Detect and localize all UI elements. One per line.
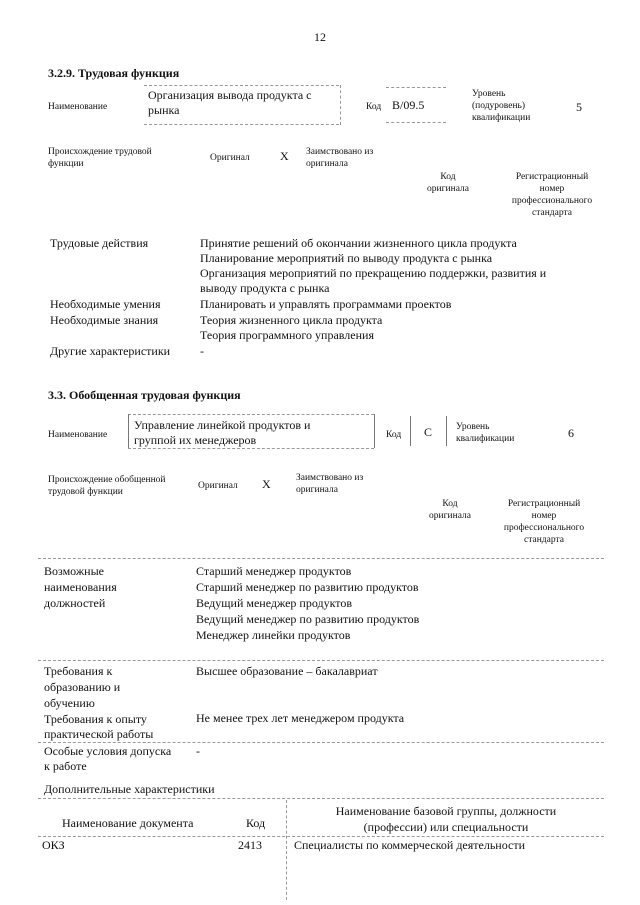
original-mark-329: X <box>280 149 289 163</box>
name-box-bottom-33 <box>128 448 374 449</box>
borrowed-label-329-line1: Заимствовано из <box>306 147 374 157</box>
table-cell-group: Специалисты по коммерческой деятельности <box>294 838 526 852</box>
position-item: Старший менеджер продуктов <box>196 564 352 578</box>
origin-label-33-line2: трудовой функции <box>48 487 123 497</box>
exp-label-line1: Требования к опыту <box>44 712 147 726</box>
actions-list-329 <box>200 236 546 296</box>
code-value-33: C <box>424 425 433 439</box>
table-header-doc: Наименование документа <box>62 816 194 830</box>
code-value-329: B/09.5 <box>392 98 425 112</box>
reg-33-line1: Регистрационный <box>507 499 581 509</box>
name-value-329-line1: Организация вывода продукта с <box>148 88 312 102</box>
table-col-divider <box>286 800 287 900</box>
level-label-329-line2: (подуровень) <box>472 101 526 111</box>
level-label-33-line2: квалификации <box>456 434 515 444</box>
name-label-329: Наименование <box>48 102 108 112</box>
name-box-left-33 <box>128 414 129 448</box>
name-value-33-line1: Управление линейкой продуктов и <box>134 418 311 432</box>
name-box-right-329 <box>340 85 341 125</box>
reg-33-line2: номер <box>531 511 557 521</box>
exp-value: Не менее трех лет менеджером продукта <box>196 711 405 725</box>
action-item: выводу продукта с рынка <box>200 281 330 295</box>
positions-row-top <box>38 558 604 559</box>
borrowed-label-33-line2: оригинала <box>296 485 338 495</box>
positions-list <box>196 564 419 644</box>
orig-code-329-line2: оригинала <box>427 184 469 194</box>
special-label-line1: Особые условия допуска <box>44 744 172 758</box>
orig-code-33-line1: Код <box>442 499 458 509</box>
position-item: Старший менеджер по развитию продуктов <box>196 580 419 594</box>
exp-label-line2: практической работы <box>44 727 154 741</box>
code-box-right-33 <box>446 416 447 446</box>
code-box-bottom-329 <box>386 122 446 123</box>
skill-item: Планировать и управлять программами проектов <box>200 297 452 311</box>
special-label-line2: к работе <box>44 759 87 773</box>
level-value-33: 6 <box>568 426 574 440</box>
edu-label-line3: обучению <box>44 696 95 710</box>
additional-heading: Дополнительные характеристики <box>44 782 215 796</box>
action-item: Организация мероприятий по прекращению поддержки, развития и <box>200 266 547 280</box>
orig-code-329-line1: Код <box>440 172 456 182</box>
knowledge-item: Теория жизненного цикла продукта <box>200 313 383 327</box>
table-header-group-line1: Наименование базовой группы, должности <box>335 804 557 818</box>
position-item: Ведущий менеджер по развитию продуктов <box>196 612 420 626</box>
name-box-top-329 <box>144 85 339 86</box>
borrowed-label-329-line2: оригинала <box>306 159 348 169</box>
code-label-33: Код <box>386 430 402 440</box>
section-heading-33: 3.3. Обобщенная трудовая функция <box>48 388 241 402</box>
borrowed-label-33-line1: Заимствовано из <box>296 473 364 483</box>
name-value-33-line2: группой их менеджеров <box>134 433 257 447</box>
special-value: - <box>196 744 200 758</box>
positions-label-line1: Возможные <box>44 564 104 578</box>
orig-code-33-line2: оригинала <box>429 511 471 521</box>
knowledge-item: Теория программного управления <box>200 328 374 342</box>
section-heading-329: 3.2.9. Трудовая функция <box>48 66 180 80</box>
other-label-329: Другие характеристики <box>50 344 171 358</box>
table-header-bottom <box>38 836 604 837</box>
code-label-329: Код <box>366 102 382 112</box>
code-box-left-33 <box>410 416 411 446</box>
table-header-group-line2: (профессии) или специальности <box>363 820 529 834</box>
reg-329-line3: профессионального <box>511 196 593 206</box>
page-number: 12 <box>314 30 326 44</box>
table-cell-doc: ОКЗ <box>42 838 65 852</box>
action-item: Планирование мероприятий по выводу продукта с рынка <box>200 251 493 265</box>
original-mark-33: X <box>262 477 271 491</box>
action-item: Принятие решений об окончании жизненного цикла продукта <box>200 236 517 250</box>
edu-row-top <box>38 660 604 661</box>
knowledge-label-329: Необходимые знания <box>50 313 159 327</box>
level-label-33-line1: Уровень <box>456 422 490 432</box>
reg-329-line2: номер <box>539 184 565 194</box>
exp-row-bottom <box>38 742 604 743</box>
origin-label-329-line1: Происхождение трудовой <box>48 147 152 157</box>
edu-label-line2: образованию и <box>44 680 121 694</box>
other-value-329: - <box>200 344 204 358</box>
position-item: Менеджер линейки продуктов <box>196 628 351 642</box>
edu-value: Высшее образование – бакалавриат <box>196 664 378 678</box>
original-label-329: Оригинал <box>210 153 250 163</box>
name-value-329-line2: рынка <box>148 103 180 117</box>
original-label-33: Оригинал <box>198 481 238 491</box>
table-cell-code: 2413 <box>238 838 262 852</box>
positions-label-line3: должностей <box>44 596 106 610</box>
level-value-329: 5 <box>576 100 582 114</box>
positions-label-line2: наименования <box>44 580 117 594</box>
position-item: Ведущий менеджер продуктов <box>196 596 353 610</box>
level-label-329-line1: Уровень <box>472 89 506 99</box>
origin-label-329-line2: функции <box>48 159 84 169</box>
reg-33-line4: стандарта <box>524 535 564 545</box>
level-label-329-line3: квалификации <box>472 113 531 123</box>
code-box-top-329 <box>386 87 446 88</box>
name-label-33: Наименование <box>48 430 108 440</box>
table-header-code: Код <box>246 816 266 830</box>
name-box-right-33 <box>374 414 375 448</box>
skills-label-329: Необходимые умения <box>50 297 161 311</box>
origin-label-33-line1: Происхождение обобщенной <box>48 475 166 485</box>
reg-33-line3: профессионального <box>503 523 585 533</box>
actions-label-329: Трудовые действия <box>50 236 149 250</box>
edu-label-line1: Требования к <box>44 664 113 678</box>
reg-329-line1: Регистрационный <box>515 172 589 182</box>
name-box-bottom-329 <box>144 124 339 125</box>
table-top-line <box>38 798 604 799</box>
reg-329-line4: стандарта <box>532 208 572 218</box>
name-box-top-33 <box>128 414 374 415</box>
knowledge-list-329 <box>200 313 382 343</box>
